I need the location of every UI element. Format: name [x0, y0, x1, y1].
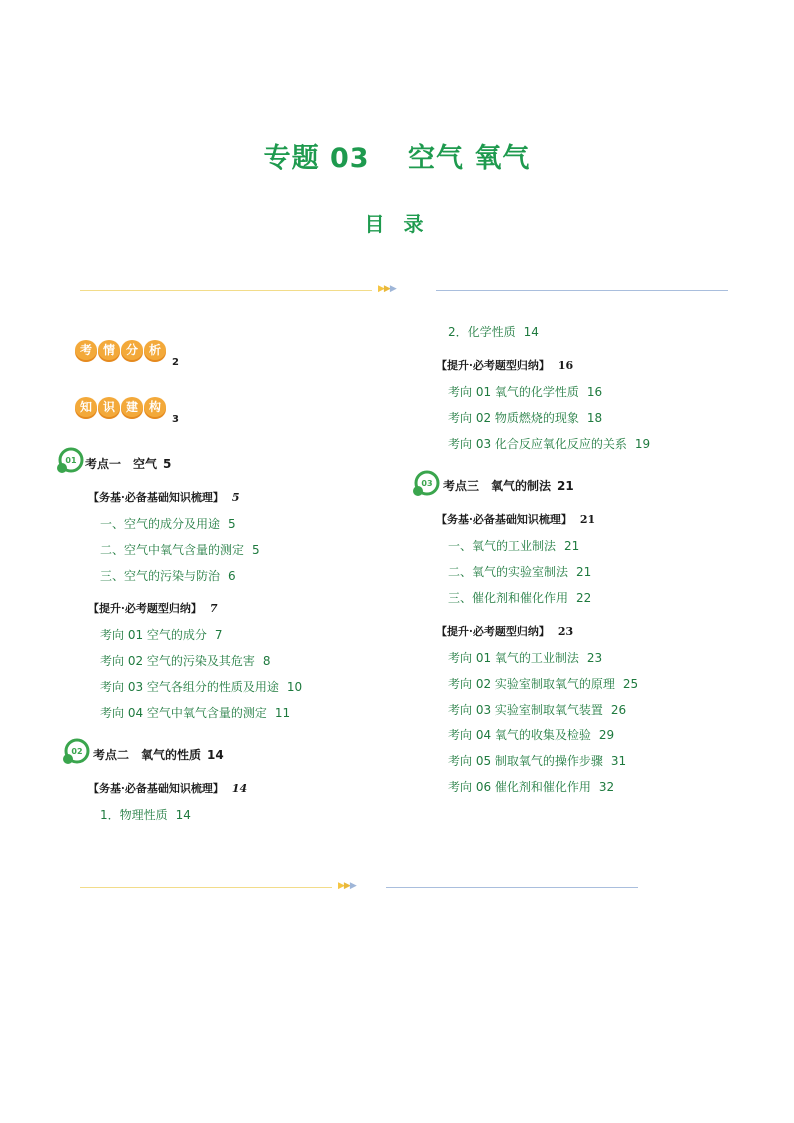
toc-item[interactable]: 考向 01 氧气的工业制法 23 — [448, 651, 603, 665]
toc-item[interactable]: 考向 04 空气中氧气含量的测定 11 — [100, 706, 291, 720]
toc-item[interactable]: 三、空气的污染与防治 6 — [100, 569, 236, 583]
kaodian-01-icon — [54, 446, 84, 476]
toc-kp2-up-header[interactable]: 【提升·必考题型归纳】 16 — [436, 359, 574, 372]
badge-zhishi-label: 知 识 建 构 — [75, 397, 166, 417]
top-divider-left — [80, 290, 372, 291]
toc-item[interactable]: 考向 02 物质燃烧的现象 18 — [448, 411, 603, 425]
top-divider-arrows-icon: ▶▶▶ — [378, 284, 396, 294]
toc-kp3-up-header[interactable]: 【提升·必考题型归纳】 23 — [436, 625, 574, 638]
toc-item[interactable]: 1．物理性质 14 — [100, 808, 191, 822]
svg-text:01: 01 — [65, 456, 77, 465]
badge-zhishi-page: 3 — [172, 414, 179, 425]
toc-kp1-up-header[interactable]: 【提升·必考题型归纳】 7 — [88, 602, 218, 615]
badge-kaoqing-page: 2 — [172, 357, 179, 368]
toc-item[interactable]: 一、氧气的工业制法 21 — [448, 539, 580, 553]
toc-item[interactable]: 考向 01 氧气的化学性质 16 — [448, 385, 603, 399]
toc-item[interactable]: 二、空气中氧气含量的测定 5 — [100, 543, 260, 557]
toc-item[interactable]: 考向 03 实验室制取氧气装置 26 — [448, 703, 627, 717]
badge-kaoqing[interactable] — [75, 340, 179, 368]
bottom-divider-arrows-icon: ▶▶▶ — [338, 881, 356, 891]
toc-item[interactable]: 考向 06 催化剂和催化作用 32 — [448, 780, 615, 794]
bottom-divider-right — [386, 887, 638, 888]
svg-text:02: 02 — [71, 747, 83, 756]
toc-kaodian-1[interactable]: 考点一 空气 5 — [85, 457, 172, 471]
top-divider-right — [436, 290, 728, 291]
toc-item[interactable]: 考向 03 空气各组分的性质及用途 10 — [100, 680, 303, 694]
toc-item[interactable]: 考向 01 空气的成分 7 — [100, 628, 223, 642]
badge-kaoqing-label: 考 情 分 析 — [75, 340, 166, 360]
toc-item[interactable]: 2．化学性质 14 — [448, 325, 539, 339]
toc-kp1-base-header[interactable]: 【务基·必备基础知识梳理】 5 — [88, 491, 240, 504]
toc-item[interactable]: 考向 02 实验室制取氧气的原理 25 — [448, 677, 639, 691]
page-title: 专题 03 空气 氧气 — [263, 143, 531, 174]
toc-heading: 目 录 — [364, 212, 430, 236]
kaodian-03-icon — [410, 469, 440, 499]
toc-item[interactable]: 考向 04 氧气的收集及检验 29 — [448, 728, 615, 742]
bottom-divider-left — [80, 887, 332, 888]
toc-item[interactable]: 考向 02 空气的污染及其危害 8 — [100, 654, 271, 668]
toc-item[interactable]: 考向 05 制取氧气的操作步骤 31 — [448, 754, 627, 768]
toc-kaodian-2[interactable]: 考点二 氧气的性质 14 — [93, 748, 224, 762]
toc-kp2-base-header[interactable]: 【务基·必备基础知识梳理】 14 — [88, 782, 248, 795]
toc-item[interactable]: 二、氧气的实验室制法 21 — [448, 565, 592, 579]
svg-text:03: 03 — [421, 479, 433, 488]
toc-kp3-base-header[interactable]: 【务基·必备基础知识梳理】 21 — [436, 513, 596, 526]
toc-kaodian-3[interactable]: 考点三 氧气的制法 21 — [443, 479, 574, 493]
badge-zhishi[interactable] — [75, 397, 179, 425]
toc-item[interactable]: 考向 03 化合反应氧化反应的关系 19 — [448, 437, 651, 451]
kaodian-02-icon — [60, 737, 90, 767]
toc-item[interactable]: 三、催化剂和催化作用 22 — [448, 591, 592, 605]
toc-item[interactable]: 一、空气的成分及用途 5 — [100, 517, 236, 531]
